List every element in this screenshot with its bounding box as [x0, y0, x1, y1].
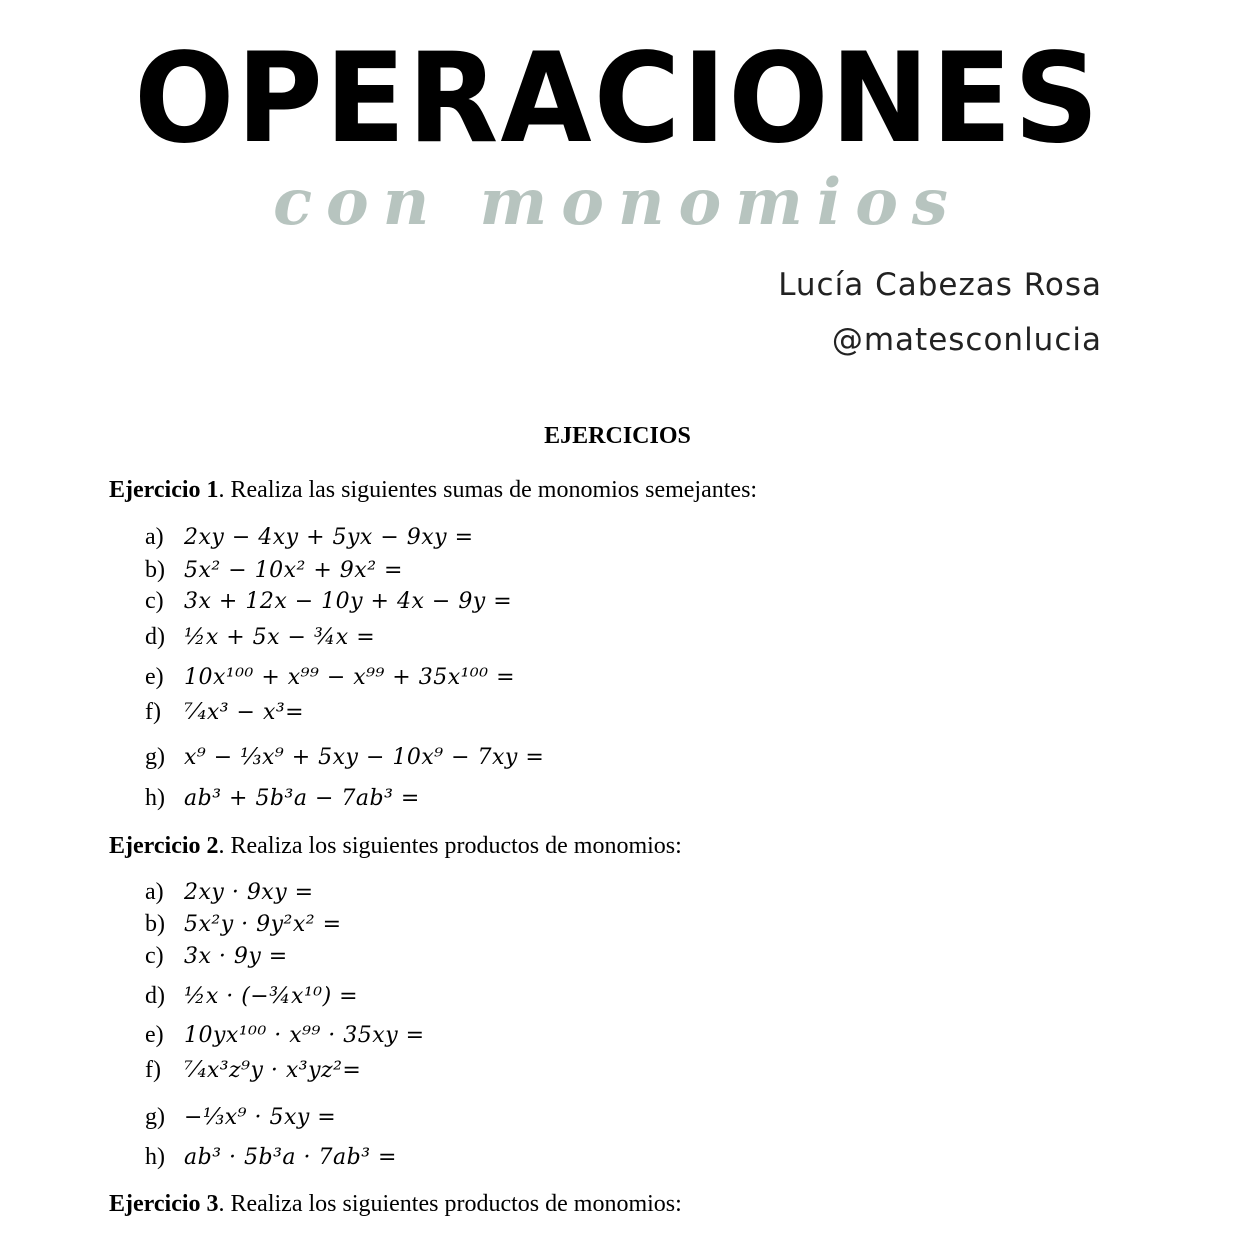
item-expression: ½x + 5x − ¾x = — [184, 625, 376, 650]
list-item — [145, 662, 515, 693]
item-expression: 5x²y · 9y²x² = — [184, 912, 342, 937]
list-item — [145, 586, 512, 617]
item-letter: h) — [145, 1144, 165, 1170]
item-letter: a) — [145, 879, 164, 905]
item-letter: c) — [145, 588, 164, 614]
item-letter: d) — [145, 983, 165, 1009]
item-expression: 10x¹⁰⁰ + x⁹⁹ − x⁹⁹ + 35x¹⁰⁰ = — [184, 665, 515, 690]
item-letter: g) — [145, 744, 165, 770]
list-item — [145, 697, 304, 728]
list-item — [145, 981, 358, 1012]
item-letter: f) — [145, 1057, 161, 1083]
item-expression: 5x² − 10x² + 9x² = — [184, 558, 403, 583]
document-subtitle: con monomios — [273, 165, 962, 240]
section-heading: EJERCICIOS — [544, 423, 691, 449]
item-expression: ab³ + 5b³a − 7ab³ = — [184, 786, 420, 811]
list-item — [145, 742, 544, 773]
exercise-2-instruction: . Realiza los siguientes productos de monomios: — [218, 833, 682, 859]
item-expression: 2xy − 4xy + 5yx − 9xy = — [184, 525, 474, 550]
exercise-2-label: Ejercicio 2 — [109, 833, 219, 859]
item-letter: f) — [145, 699, 161, 725]
list-item — [145, 877, 314, 908]
item-expression: x⁹ − ⅓x⁹ + 5xy − 10x⁹ − 7xy = — [184, 745, 545, 770]
list-item — [145, 1055, 361, 1086]
exercise-3-label: Ejercicio 3 — [109, 1191, 219, 1217]
list-item — [145, 783, 420, 814]
item-letter: h) — [145, 785, 165, 811]
item-letter: e) — [145, 1022, 164, 1048]
exercise-1-label: Ejercicio 1 — [109, 477, 219, 503]
item-letter: e) — [145, 664, 164, 690]
item-expression: ½x · (−¾x¹⁰) = — [184, 984, 359, 1009]
list-item — [145, 909, 342, 940]
document-title: OPERACIONES — [134, 25, 1101, 171]
item-expression: 10yx¹⁰⁰ · x⁹⁹ · 35xy = — [184, 1023, 425, 1048]
item-expression: −⅓x⁹ · 5xy = — [184, 1105, 337, 1130]
list-item — [145, 941, 288, 972]
list-item — [145, 1142, 397, 1173]
list-item — [145, 1102, 336, 1133]
exercise-3-instruction: . Realiza los siguientes productos de monomios: — [218, 1191, 682, 1217]
exercise-1-statement — [109, 474, 757, 506]
item-letter: a) — [145, 524, 164, 550]
list-item — [145, 622, 375, 653]
exercise-1-instruction: . Realiza las siguientes sumas de monomios semejantes: — [218, 477, 758, 503]
list-item — [145, 555, 403, 586]
author-name: Lucía Cabezas Rosa — [778, 267, 1102, 303]
item-expression: ⁷⁄₄x³z⁹y · x³yz²= — [184, 1058, 362, 1083]
exercise-2-statement — [109, 830, 682, 862]
item-letter: g) — [145, 1104, 165, 1130]
item-expression: ab³ · 5b³a · 7ab³ = — [184, 1145, 397, 1170]
list-item — [145, 1020, 425, 1051]
item-letter: d) — [145, 624, 165, 650]
item-expression: 3x · 9y = — [184, 944, 288, 969]
author-handle: @matesconlucia — [831, 322, 1102, 358]
item-expression: ⁷⁄₄x³ − x³= — [184, 700, 305, 725]
item-expression: 3x + 12x − 10y + 4x − 9y = — [184, 589, 513, 614]
item-letter: b) — [145, 911, 165, 937]
list-item — [145, 522, 474, 553]
item-letter: c) — [145, 943, 164, 969]
exercise-3-statement — [109, 1188, 682, 1220]
item-expression: 2xy · 9xy = — [184, 880, 314, 905]
item-letter: b) — [145, 557, 165, 583]
